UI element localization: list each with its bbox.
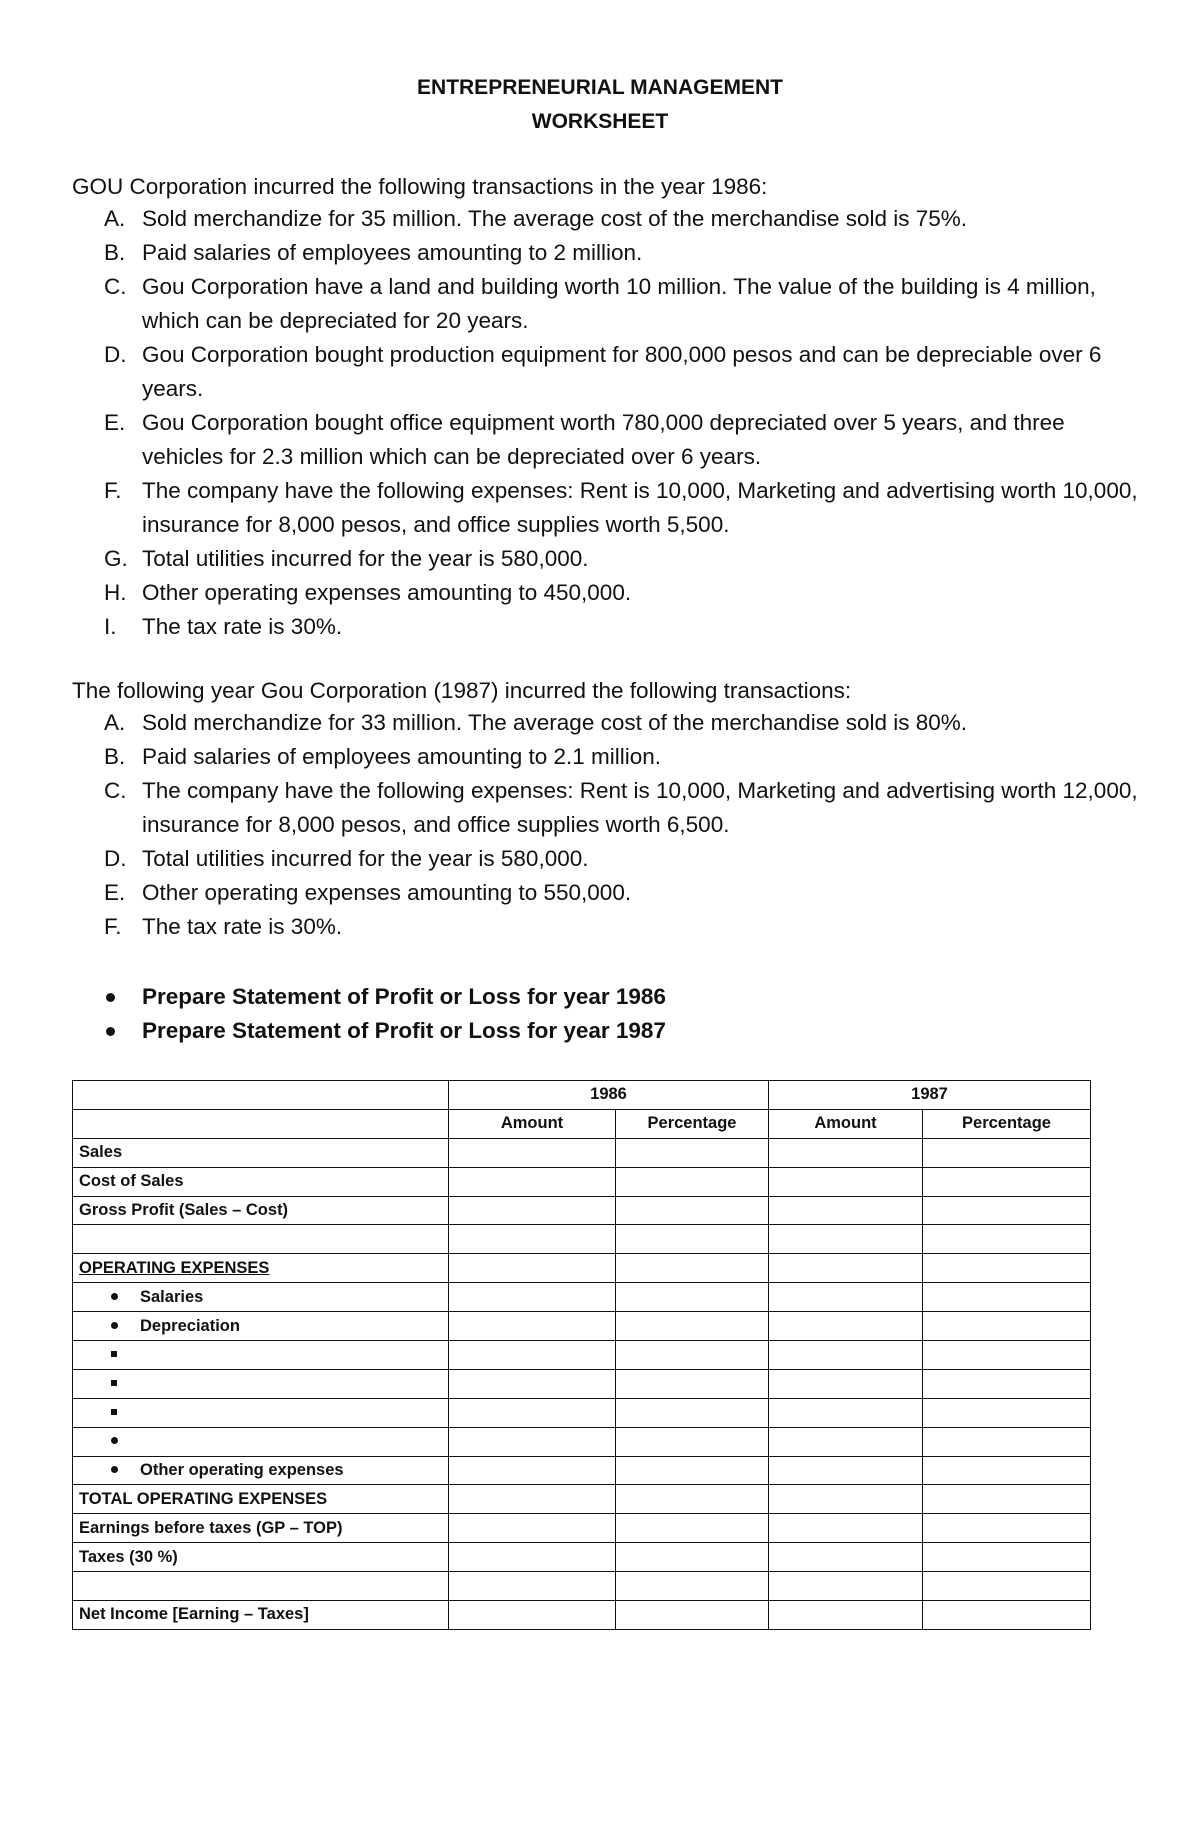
input-cell[interactable] xyxy=(449,1225,616,1254)
input-cell[interactable] xyxy=(449,1254,616,1283)
bullet-icon xyxy=(111,1351,117,1357)
bullet-icon xyxy=(106,1027,115,1036)
input-cell[interactable] xyxy=(923,1138,1091,1167)
bullet-icon xyxy=(111,1293,118,1300)
col-header-amount: Amount xyxy=(449,1109,616,1138)
input-cell[interactable] xyxy=(616,1572,769,1601)
table-cell xyxy=(73,1572,449,1601)
table-row xyxy=(73,1312,1091,1341)
item-text: Sold merchandize for 33 million. The average cost of the merchandise sold is 80%. xyxy=(142,710,968,735)
year-header-1987: 1987 xyxy=(769,1081,1091,1110)
item-text: Gou Corporation bought production equipment for 800,000 pesos and can be depreciable over 6 years. xyxy=(142,342,1102,401)
item-letter: G. xyxy=(104,546,128,571)
input-cell[interactable] xyxy=(616,1254,769,1283)
blank-expense-row[interactable] xyxy=(73,1398,449,1427)
year-header-1986: 1986 xyxy=(449,1081,769,1110)
transaction-item xyxy=(72,338,1152,406)
input-cell[interactable] xyxy=(449,1398,616,1427)
intro-1987: The following year Gou Corporation (1987) incurred the following transactions: xyxy=(72,678,852,703)
document-title: ENTREPRENEURIAL MANAGEMENT xyxy=(417,76,783,99)
table-row xyxy=(73,1167,1091,1196)
input-cell[interactable] xyxy=(616,1138,769,1167)
blank-expense-row[interactable] xyxy=(73,1341,449,1370)
input-cell[interactable] xyxy=(923,1398,1091,1427)
table-row xyxy=(73,1601,1091,1630)
intro-1986: GOU Corporation incurred the following transactions in the year 1986: xyxy=(72,174,768,199)
input-cell[interactable] xyxy=(449,1196,616,1225)
col-header-amount: Amount xyxy=(769,1109,923,1138)
input-cell[interactable] xyxy=(923,1543,1091,1572)
input-cell[interactable] xyxy=(616,1312,769,1341)
item-letter: E. xyxy=(104,880,126,905)
transaction-item xyxy=(72,202,1152,236)
input-cell[interactable] xyxy=(769,1225,923,1254)
table-row xyxy=(73,1398,1091,1427)
document-subtitle: WORKSHEET xyxy=(531,110,669,133)
table-row xyxy=(73,1196,1091,1225)
transaction-item xyxy=(72,406,1152,474)
item-letter: A. xyxy=(104,710,126,735)
table-row xyxy=(73,1427,1091,1456)
input-cell[interactable] xyxy=(616,1341,769,1370)
row-label-total-operating: TOTAL OPERATING EXPENSES xyxy=(73,1485,449,1514)
row-label-salaries: Salaries xyxy=(73,1283,449,1312)
input-cell[interactable] xyxy=(616,1485,769,1514)
row-label-operating-expenses: OPERATING EXPENSES xyxy=(73,1254,449,1283)
input-cell[interactable] xyxy=(769,1456,923,1485)
input-cell[interactable] xyxy=(923,1254,1091,1283)
transaction-item xyxy=(72,270,1152,338)
item-letter: C. xyxy=(104,274,127,299)
row-label-gross-profit: Gross Profit (Sales – Cost) xyxy=(73,1196,449,1225)
task-list xyxy=(72,980,666,1048)
item-letter: D. xyxy=(104,342,127,367)
table-row xyxy=(73,1514,1091,1543)
transaction-item xyxy=(72,474,1152,542)
row-label-depreciation: Depreciation xyxy=(73,1312,449,1341)
item-letter: E. xyxy=(104,410,126,435)
bullet-icon xyxy=(111,1466,118,1473)
item-letter: H. xyxy=(104,580,127,605)
item-text: The company have the following expenses: Rent is 10,000, Marketing and advertising worth 12,000, insurance for 8,000 pesos, and office supplies worth 6,500. xyxy=(142,778,1138,837)
item-letter: F. xyxy=(104,914,122,939)
col-header-percentage: Percentage xyxy=(923,1109,1091,1138)
item-text: Sold merchandize for 35 million. The average cost of the merchandise sold is 75%. xyxy=(142,206,968,231)
input-cell[interactable] xyxy=(449,1456,616,1485)
input-cell[interactable] xyxy=(769,1398,923,1427)
bullet-icon xyxy=(111,1409,117,1415)
input-cell[interactable] xyxy=(769,1572,923,1601)
item-letter: B. xyxy=(104,744,126,769)
item-text: Paid salaries of employees amounting to 2 million. xyxy=(142,240,643,265)
row-label-other-operating: Other operating expenses xyxy=(73,1456,449,1485)
item-text: The tax rate is 30%. xyxy=(142,614,343,639)
table-row xyxy=(73,1341,1091,1370)
bullet-icon xyxy=(111,1437,118,1444)
input-cell[interactable] xyxy=(923,1601,1091,1630)
input-cell[interactable] xyxy=(616,1225,769,1254)
item-text: Total utilities incurred for the year is 580,000. xyxy=(142,546,589,571)
item-text: Total utilities incurred for the year is 580,000. xyxy=(142,846,589,871)
table-cell xyxy=(73,1109,449,1138)
input-cell[interactable] xyxy=(449,1485,616,1514)
item-text: Gou Corporation have a land and building worth 10 million. The value of the building is 4 million, which can be depreciated for 20 years. xyxy=(142,274,1096,333)
task-item: Prepare Statement of Profit or Loss for year 1986 xyxy=(72,980,666,1014)
item-text: Gou Corporation bought office equipment worth 780,000 depreciated over 5 years, and three vehicles for 2.3 million which can be depreciated over 6 years. xyxy=(142,410,1065,469)
input-cell[interactable] xyxy=(616,1456,769,1485)
blank-expense-row[interactable] xyxy=(73,1369,449,1398)
input-cell[interactable] xyxy=(923,1312,1091,1341)
input-cell[interactable] xyxy=(449,1369,616,1398)
table-cell xyxy=(73,1225,449,1254)
input-cell[interactable] xyxy=(923,1369,1091,1398)
input-cell[interactable] xyxy=(769,1369,923,1398)
input-cell[interactable] xyxy=(769,1283,923,1312)
task-item: Prepare Statement of Profit or Loss for year 1987 xyxy=(72,1014,666,1048)
item-letter: A. xyxy=(104,206,126,231)
input-cell[interactable] xyxy=(769,1543,923,1572)
input-cell[interactable] xyxy=(769,1601,923,1630)
input-cell[interactable] xyxy=(449,1601,616,1630)
row-label-cost-of-sales: Cost of Sales xyxy=(73,1167,449,1196)
input-cell[interactable] xyxy=(616,1601,769,1630)
table-row xyxy=(73,1485,1091,1514)
input-cell[interactable] xyxy=(923,1514,1091,1543)
table-row xyxy=(73,1081,1091,1110)
input-cell[interactable] xyxy=(449,1312,616,1341)
input-cell[interactable] xyxy=(449,1572,616,1601)
input-cell[interactable] xyxy=(923,1167,1091,1196)
item-letter: D. xyxy=(104,846,127,871)
input-cell[interactable] xyxy=(449,1543,616,1572)
transaction-item xyxy=(72,740,1152,774)
table-row xyxy=(73,1138,1091,1167)
input-cell[interactable] xyxy=(769,1167,923,1196)
table-row xyxy=(73,1225,1091,1254)
table-row xyxy=(73,1456,1091,1485)
input-cell[interactable] xyxy=(923,1427,1091,1456)
input-cell[interactable] xyxy=(769,1254,923,1283)
table-row xyxy=(73,1109,1091,1138)
row-label-sales: Sales xyxy=(73,1138,449,1167)
transaction-item xyxy=(72,576,1152,610)
row-label-ebt: Earnings before taxes (GP – TOP) xyxy=(73,1514,449,1543)
input-cell[interactable] xyxy=(769,1427,923,1456)
transaction-item xyxy=(72,706,1152,740)
input-cell[interactable] xyxy=(923,1196,1091,1225)
transaction-item xyxy=(72,610,1152,644)
input-cell[interactable] xyxy=(449,1341,616,1370)
transaction-item xyxy=(72,774,1152,842)
input-cell[interactable] xyxy=(616,1514,769,1543)
row-label-taxes: Taxes (30 %) xyxy=(73,1543,449,1572)
input-cell[interactable] xyxy=(923,1485,1091,1514)
input-cell[interactable] xyxy=(769,1341,923,1370)
input-cell[interactable] xyxy=(616,1167,769,1196)
item-text: The tax rate is 30%. xyxy=(142,914,343,939)
table-row xyxy=(73,1543,1091,1572)
input-cell[interactable] xyxy=(449,1138,616,1167)
input-cell[interactable] xyxy=(449,1283,616,1312)
input-cell[interactable] xyxy=(923,1341,1091,1370)
row-label-net-income: Net Income [Earning – Taxes] xyxy=(73,1601,449,1630)
table-row xyxy=(73,1369,1091,1398)
input-cell[interactable] xyxy=(769,1196,923,1225)
input-cell[interactable] xyxy=(449,1427,616,1456)
input-cell[interactable] xyxy=(616,1427,769,1456)
input-cell[interactable] xyxy=(449,1167,616,1196)
col-header-percentage: Percentage xyxy=(616,1109,769,1138)
input-cell[interactable] xyxy=(616,1398,769,1427)
table-row xyxy=(73,1254,1091,1283)
table-row xyxy=(73,1283,1091,1312)
profit-loss-table xyxy=(72,1080,1091,1630)
input-cell[interactable] xyxy=(616,1369,769,1398)
transaction-item xyxy=(72,910,1152,944)
input-cell[interactable] xyxy=(923,1456,1091,1485)
input-cell[interactable] xyxy=(769,1312,923,1341)
bullet-icon xyxy=(111,1380,117,1386)
item-letter: C. xyxy=(104,778,127,803)
transactions-1986-list xyxy=(72,202,1152,644)
item-text: Paid salaries of employees amounting to 2.1 million. xyxy=(142,744,662,769)
input-cell[interactable] xyxy=(923,1225,1091,1254)
input-cell[interactable] xyxy=(616,1283,769,1312)
transaction-item xyxy=(72,876,1152,910)
input-cell[interactable] xyxy=(616,1543,769,1572)
item-letter: I. xyxy=(104,614,117,639)
input-cell[interactable] xyxy=(449,1514,616,1543)
input-cell[interactable] xyxy=(769,1138,923,1167)
input-cell[interactable] xyxy=(769,1514,923,1543)
item-text: Other operating expenses amounting to 450,000. xyxy=(142,580,632,605)
item-letter: F. xyxy=(104,478,122,503)
item-text: The company have the following expenses: Rent is 10,000, Marketing and advertising worth 10,000, insurance for 8,000 pesos, and office supplies worth 5,500. xyxy=(142,478,1138,537)
bullet-icon xyxy=(106,993,115,1002)
transaction-item xyxy=(72,542,1152,576)
table-cell xyxy=(73,1081,449,1110)
bullet-icon xyxy=(111,1322,118,1329)
input-cell[interactable] xyxy=(923,1572,1091,1601)
transactions-1987-list xyxy=(72,706,1152,944)
item-letter: B. xyxy=(104,240,126,265)
item-text: Other operating expenses amounting to 550,000. xyxy=(142,880,632,905)
input-cell[interactable] xyxy=(616,1196,769,1225)
blank-expense-row[interactable] xyxy=(73,1427,449,1456)
input-cell[interactable] xyxy=(923,1283,1091,1312)
transaction-item xyxy=(72,842,1152,876)
transaction-item xyxy=(72,236,1152,270)
table-row xyxy=(73,1572,1091,1601)
input-cell[interactable] xyxy=(769,1485,923,1514)
